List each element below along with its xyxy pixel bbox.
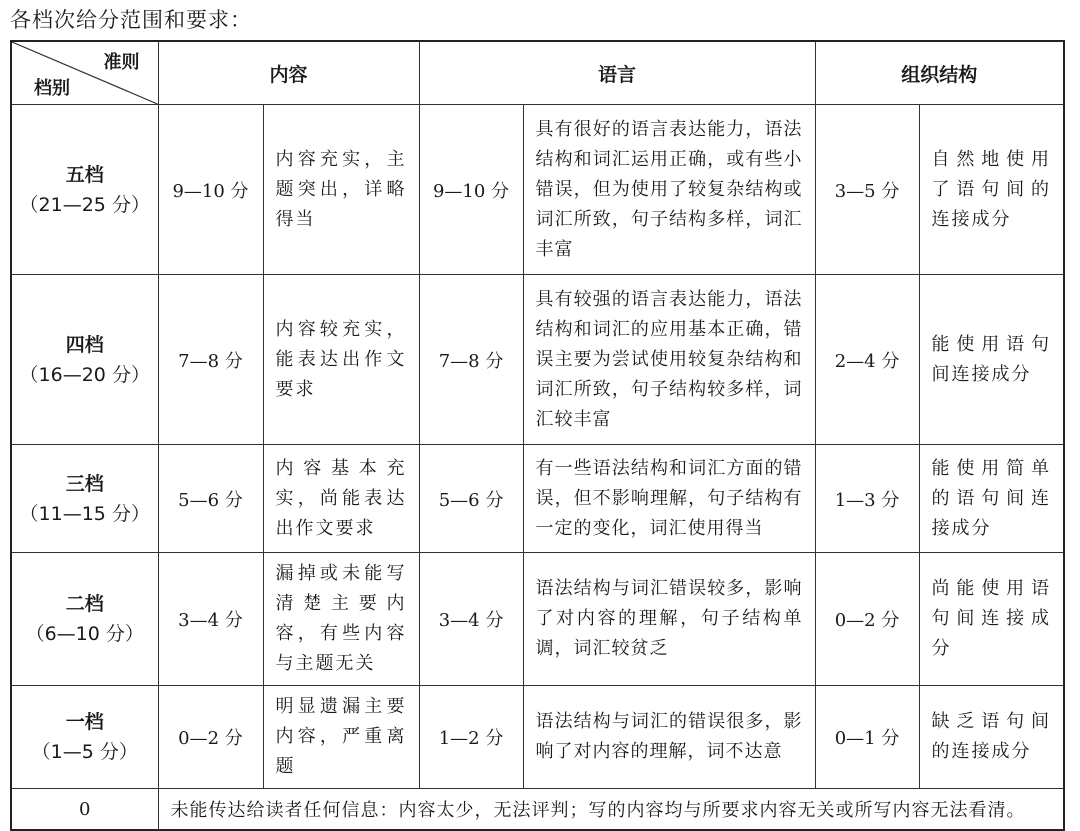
- content-score: 0—2 分: [158, 686, 263, 789]
- level-name: 三档: [65, 472, 104, 495]
- zero-row: [11, 789, 1064, 831]
- language-desc: 具有较强的语言表达能力，语法结构和词汇的应用基本正确，错误主要为尝试使用较复杂结构和词汇所致，句子结构较多样，词汇较丰富: [523, 275, 815, 445]
- language-desc: 有一些语法结构和词汇方面的错误，但不影响理解，句子结构有一定的变化，词汇使用得当: [523, 445, 815, 553]
- header-row: [11, 41, 1064, 105]
- header-content: 内容: [158, 41, 419, 105]
- language-score: 5—6 分: [419, 445, 523, 553]
- org-desc: 能使用语句间连接成分: [919, 275, 1064, 445]
- content-desc: 漏掉或未能写清楚主要内容，有些内容与主题无关: [263, 553, 419, 686]
- content-desc: 内容较充实，能表达出作文要求: [263, 275, 419, 445]
- header-criteria-label: 准则: [103, 52, 140, 73]
- org-desc: 能使用简单的语句间连接成分: [919, 445, 1064, 553]
- table-row: [11, 553, 1064, 686]
- level-name: 一档: [65, 711, 104, 733]
- org-score: 3—5 分: [815, 105, 919, 275]
- zero-level: 0: [11, 789, 158, 831]
- page-caption: 各档次给分范围和要求：: [10, 8, 252, 32]
- org-score: 1—3 分: [815, 445, 919, 553]
- org-desc: 自然地使用了语句间的连接成分: [919, 105, 1064, 275]
- content-desc: 内容基本充实，尚能表达出作文要求: [263, 445, 419, 553]
- header-organization: 组织结构: [815, 41, 1064, 105]
- level-range: （21—25 分）: [19, 193, 150, 216]
- level-cell: [11, 105, 158, 275]
- level-range: （6—10 分）: [25, 623, 144, 645]
- content-score: 7—8 分: [158, 275, 263, 445]
- table-row: [11, 686, 1064, 789]
- org-score: 0—2 分: [815, 553, 919, 686]
- header-corner-cell: [11, 41, 158, 105]
- level-cell: [11, 275, 158, 445]
- level-range: （1—5 分）: [31, 741, 138, 763]
- content-score: 9—10 分: [158, 105, 263, 275]
- language-score: 1—2 分: [419, 686, 523, 789]
- table-row: [11, 445, 1064, 553]
- content-desc: 内容充实，主题突出，详略得当: [263, 105, 419, 275]
- header-language: 语言: [419, 41, 815, 105]
- scoring-table: [10, 40, 1065, 831]
- content-desc: 明显遗漏主要内容，严重离题: [263, 686, 419, 789]
- level-name: 四档: [65, 333, 104, 356]
- level-range: （16—20 分）: [19, 363, 150, 386]
- level-range: （11—15 分）: [19, 502, 150, 525]
- level-name: 五档: [65, 163, 104, 186]
- level-cell: [11, 445, 158, 553]
- org-score: 0—1 分: [815, 686, 919, 789]
- content-score: 3—4 分: [158, 553, 263, 686]
- org-desc: 尚能使用语句间连接成分: [919, 553, 1064, 686]
- content-score: 5—6 分: [158, 445, 263, 553]
- language-desc: 语法结构与词汇的错误很多，影响了对内容的理解，词不达意: [523, 686, 815, 789]
- level-cell: [11, 686, 158, 789]
- header-level-label: 档别: [34, 78, 70, 99]
- level-cell: [11, 553, 158, 686]
- org-score: 2—4 分: [815, 275, 919, 445]
- org-desc: 缺乏语句间的连接成分: [919, 686, 1064, 789]
- language-desc: 语法结构与词汇错误较多，影响了对内容的理解，句子结构单调，词汇较贫乏: [523, 553, 815, 686]
- language-score: 3—4 分: [419, 553, 523, 686]
- level-name: 二档: [65, 593, 104, 615]
- language-score: 7—8 分: [419, 275, 523, 445]
- table-row: [11, 275, 1064, 445]
- language-score: 9—10 分: [419, 105, 523, 275]
- table-row: [11, 105, 1064, 275]
- language-desc: 具有很好的语言表达能力，语法结构和词汇运用正确，或有些小错误，但为使用了较复杂结构或词汇所致，句子结构多样，词汇丰富: [523, 105, 815, 275]
- zero-desc: 未能传达给读者任何信息：内容太少，无法评判；写的内容均与所要求内容无关或所写内容无法看清。: [158, 789, 1064, 831]
